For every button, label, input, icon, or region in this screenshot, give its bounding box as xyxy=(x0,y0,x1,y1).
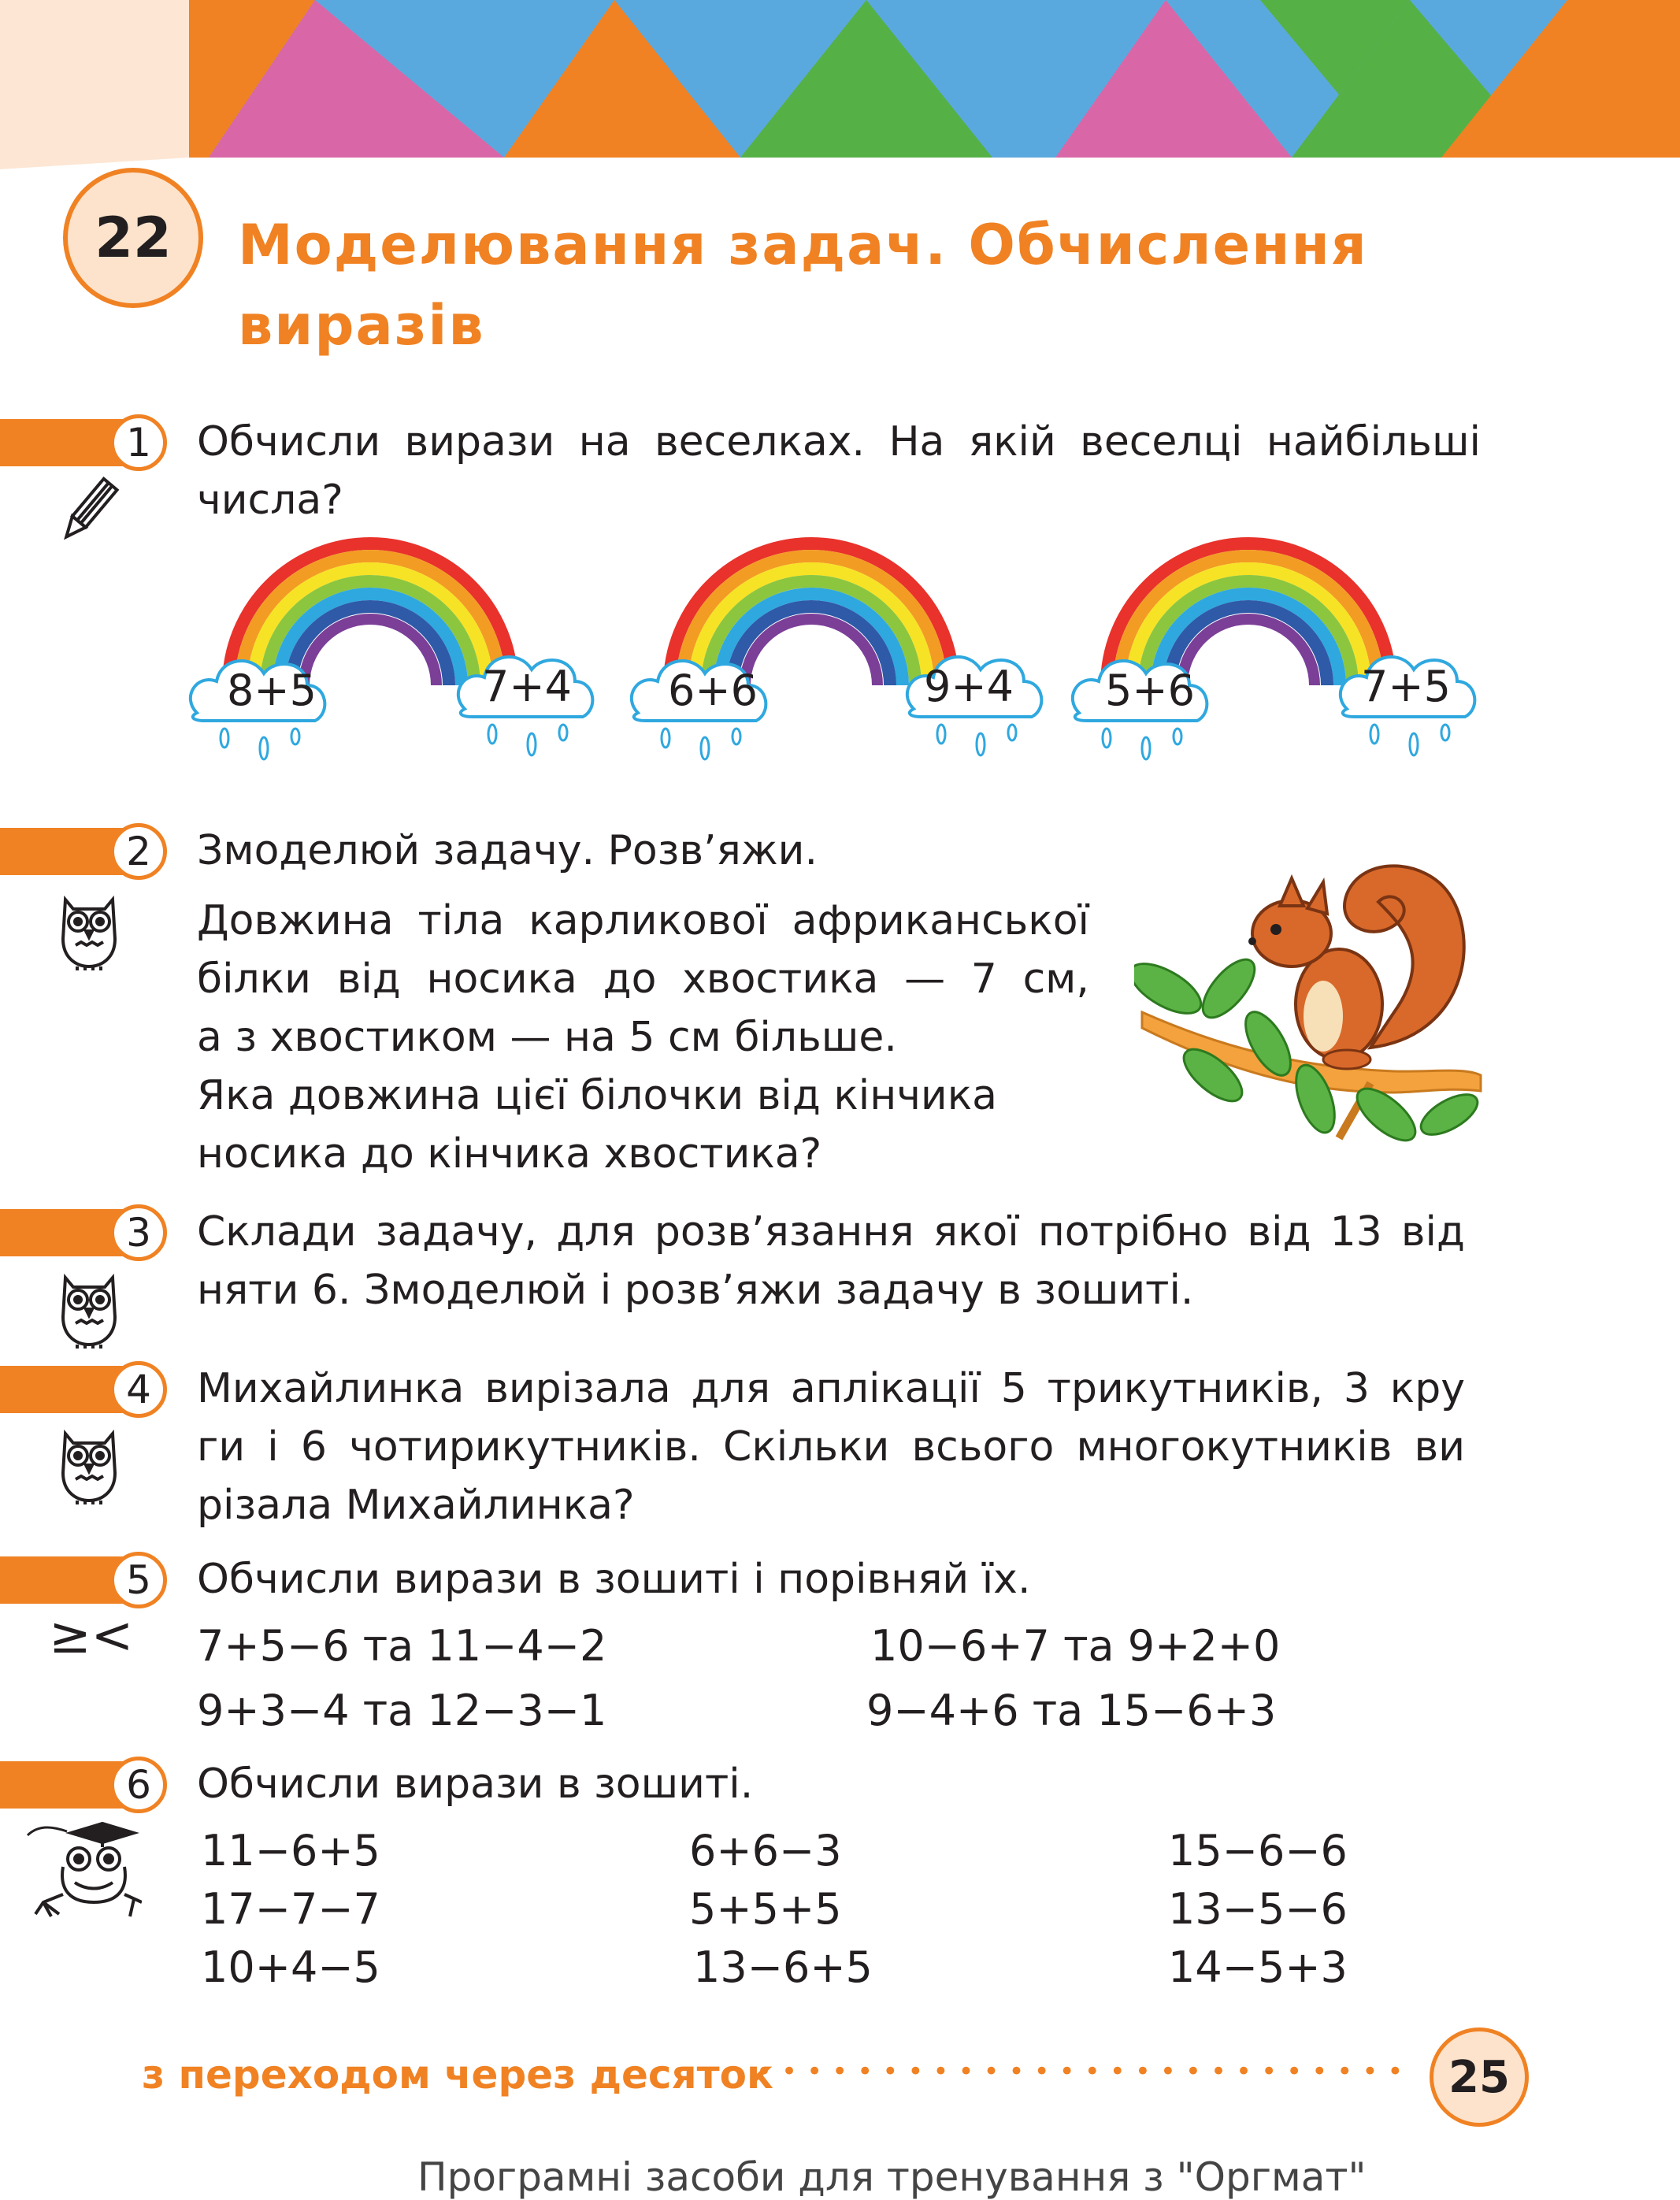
task-5-pair-2: 10−6+7 та 9+2+0 xyxy=(870,1621,1281,1671)
task-5-pair-4: 9−4+6 та 15−6+3 xyxy=(866,1686,1277,1735)
footer-dots: •••••••••••••••••••••••••• xyxy=(756,2056,1413,2087)
word: 6 xyxy=(300,1423,327,1471)
word: многокутників xyxy=(1076,1423,1393,1471)
task-6-expression-4: 17−7−7 xyxy=(201,1884,380,1934)
task-4-text-line-1 xyxy=(197,1360,1465,1418)
word: На xyxy=(888,418,945,466)
word: — xyxy=(904,955,946,1003)
compare-icon: ≥< xyxy=(49,1607,134,1665)
word: ви xyxy=(1414,1423,1465,1471)
word: ги xyxy=(197,1423,246,1471)
word: 7 xyxy=(970,955,997,1003)
owl-icon xyxy=(54,1270,124,1352)
task-6-expression-1: 11−6+5 xyxy=(201,1826,380,1875)
rainbow-3-right-expression: 7+5 xyxy=(1361,662,1451,711)
word: тіла xyxy=(417,897,505,944)
word: для xyxy=(691,1365,771,1412)
task-3-text-line-1 xyxy=(197,1203,1465,1261)
decorative-banner xyxy=(0,0,1680,169)
word: вирази xyxy=(404,418,555,466)
word: Довжина xyxy=(197,897,394,944)
word: 3 xyxy=(1343,1365,1370,1412)
task-4-number: 4 xyxy=(110,1361,167,1418)
word: для xyxy=(556,1208,636,1256)
word: від xyxy=(1247,1208,1311,1256)
task-4-text-line-3: різала Михайлинка? xyxy=(197,1482,635,1529)
task-2-text-line-5: носика до кінчика хвостика? xyxy=(197,1130,822,1178)
word: Скільки xyxy=(723,1423,890,1471)
word: від xyxy=(336,955,401,1003)
rainbow-1-right-expression: 7+4 xyxy=(482,662,572,711)
word: карликової xyxy=(528,897,768,944)
word: кру xyxy=(1389,1365,1465,1412)
task-2-text-line-2 xyxy=(197,950,1089,1008)
word: Михайлинка xyxy=(197,1365,465,1412)
squirrel-illustration xyxy=(1134,847,1496,1162)
word: від xyxy=(1400,1208,1465,1256)
word: всього xyxy=(911,1423,1055,1471)
footer-topic: з переходом через десяток xyxy=(142,2052,773,2098)
lesson-number: 22 xyxy=(63,168,203,308)
word: на xyxy=(578,418,631,466)
task-6-expression-8: 13−6+5 xyxy=(693,1942,873,1992)
word: африканської xyxy=(792,897,1089,944)
word: вирізала xyxy=(484,1365,671,1412)
task-5-number: 5 xyxy=(110,1552,167,1608)
word: 13 xyxy=(1330,1208,1382,1256)
footer-cut-text: Програмні засоби для тренування з "Оргмат" xyxy=(417,2154,1367,2200)
task-5-heading: Обчисли вирази в зошиті і порівняй їх. xyxy=(197,1556,1031,1603)
word: веселках. xyxy=(655,418,866,466)
rainbows-illustration xyxy=(181,536,1504,772)
word: Склади xyxy=(197,1208,357,1256)
word: задачу, xyxy=(375,1208,538,1256)
task-2-text-line-1 xyxy=(197,892,1089,950)
word: аплікації xyxy=(790,1365,981,1412)
task-6-expression-5: 5+5+5 xyxy=(689,1884,842,1934)
word: веселці xyxy=(1080,418,1243,466)
task-3-number: 3 xyxy=(110,1204,167,1261)
word: і xyxy=(267,1423,279,1471)
task-6-expression-3: 15−6−6 xyxy=(1168,1826,1348,1875)
word: носика xyxy=(426,955,577,1003)
page-number: 25 xyxy=(1430,2027,1529,2127)
pencil-icon xyxy=(49,473,128,551)
word: трикутників, xyxy=(1047,1365,1324,1412)
task-6-number: 6 xyxy=(110,1757,167,1813)
task-6-expression-2: 6+6−3 xyxy=(689,1826,842,1875)
word: потрібно xyxy=(1037,1208,1229,1256)
word: 5 xyxy=(1000,1365,1027,1412)
word: хвостика xyxy=(682,955,879,1003)
task-1-text-line-2: числа? xyxy=(197,477,343,524)
lesson-title-line-2: виразів xyxy=(238,293,485,358)
word: найбільші xyxy=(1266,418,1481,466)
owl-icon xyxy=(54,892,124,974)
rainbow-2-right-expression: 9+4 xyxy=(924,662,1014,711)
task-2-text-line-4: Яка довжина цієї білочки від кінчика xyxy=(197,1072,997,1119)
task-1-number: 1 xyxy=(110,414,167,471)
rainbow-1-left-expression: 8+5 xyxy=(227,666,317,715)
task-6-expression-6: 13−5−6 xyxy=(1168,1884,1348,1934)
rainbow-3-left-expression: 5+6 xyxy=(1105,666,1195,715)
word: Обчисли xyxy=(197,418,381,466)
word: якої xyxy=(933,1208,1019,1256)
task-1-text-line-1 xyxy=(197,413,1481,471)
lesson-title-line-1: Моделювання задач. Обчислення xyxy=(238,213,1368,277)
task-6-expression-7: 10+4−5 xyxy=(201,1942,380,1992)
word: до xyxy=(603,955,657,1003)
task-6-expression-9: 14−5+3 xyxy=(1168,1942,1348,1992)
task-2-text-line-3: а з хвостиком — на 5 см більше. xyxy=(197,1014,897,1061)
task-2-heading: Змоделюй задачу. Розв’яжи. xyxy=(197,827,818,874)
word: чотирикутників. xyxy=(349,1423,701,1471)
word: якій xyxy=(968,418,1056,466)
task-5-pair-3: 9+3−4 та 12−3−1 xyxy=(197,1686,607,1735)
task-4-text-line-2 xyxy=(197,1418,1465,1476)
task-3-text-line-2: няти 6. Змоделюй і розв’яжи задачу в зошиті. xyxy=(197,1267,1194,1314)
word: білки xyxy=(197,955,311,1003)
task-6-heading: Обчисли вирази в зошиті. xyxy=(197,1760,754,1808)
task-2-number: 2 xyxy=(110,823,167,880)
frog-icon xyxy=(24,1816,142,1926)
rainbow-2-left-expression: 6+6 xyxy=(668,666,758,715)
word: розв’язання xyxy=(654,1208,914,1256)
word: см, xyxy=(1022,955,1089,1003)
owl-icon xyxy=(54,1426,124,1508)
task-5-pair-1: 7+5−6 та 11−4−2 xyxy=(197,1621,607,1671)
